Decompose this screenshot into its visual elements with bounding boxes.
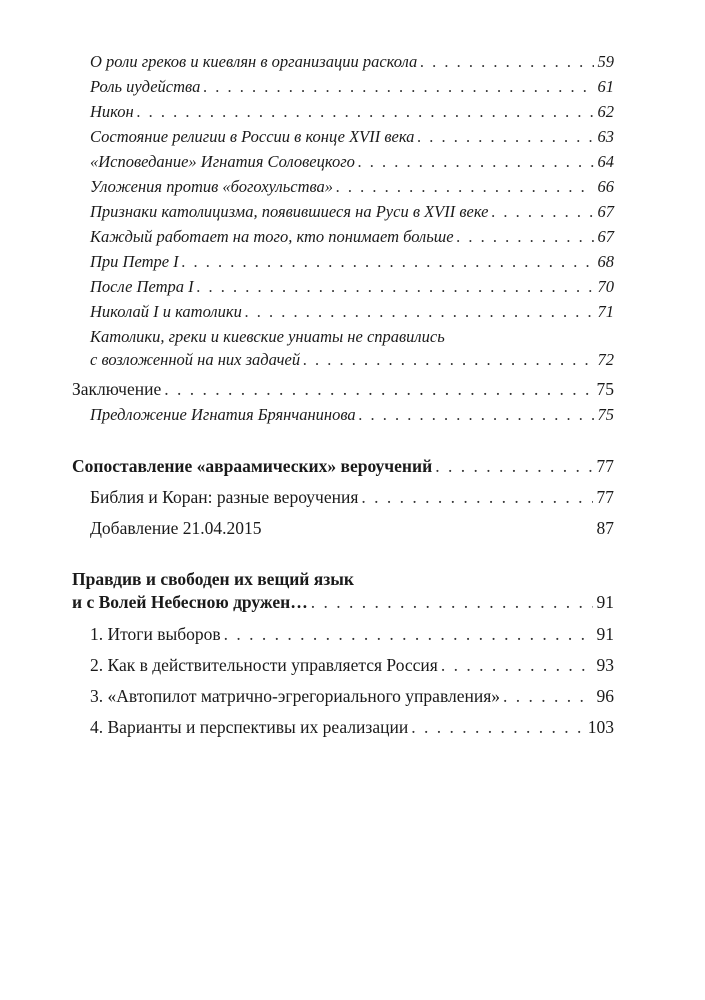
toc-entry-page: 67 — [597, 202, 614, 221]
toc-entry-page: 72 — [597, 350, 614, 369]
toc-entry-page: 59 — [597, 52, 614, 71]
toc-entry-title: Признаки католицизма, появившиеся на Руси в XVII веке — [90, 202, 489, 221]
toc-entry-title: Николай I и католики — [90, 302, 242, 321]
toc-entry-page: 103 — [587, 717, 614, 737]
toc-entry[interactable] — [90, 717, 614, 738]
toc-leader-dots — [164, 379, 592, 400]
toc-entry-page: 91 — [596, 624, 614, 644]
toc-leader-dots — [358, 152, 594, 172]
toc-entry-title: Предложение Игнатия Брянчанинова — [90, 405, 356, 424]
toc-entry-page: 75 — [596, 379, 614, 399]
toc-entry[interactable] — [90, 487, 614, 508]
toc-leader-dots — [224, 624, 593, 645]
toc-leader-dots — [203, 77, 593, 97]
toc-leader-dots — [361, 487, 592, 508]
toc-entry-page: 68 — [597, 252, 614, 271]
toc-entry-title: Состояние религии в России в конце XVII века — [90, 127, 415, 146]
toc-entry[interactable] — [90, 152, 614, 172]
toc-leader-dots — [411, 717, 584, 738]
toc-leader-dots — [182, 252, 594, 272]
toc-leader-dots — [359, 405, 594, 425]
toc-leader-dots — [435, 456, 592, 477]
toc-entry-title: Уложения против «богохульства» — [90, 177, 334, 196]
toc-entry-page: 70 — [597, 277, 614, 296]
toc-entry[interactable] — [90, 655, 614, 676]
toc-entry[interactable] — [90, 227, 614, 247]
toc-entry[interactable] — [90, 277, 614, 297]
toc-entry-title: 2. Как в действительности управляется Россия — [90, 655, 438, 675]
toc-leader-dots — [311, 592, 593, 613]
toc-section-title-line1: Правдив и свободен их вещий язык — [72, 569, 355, 589]
toc-entry-page: 77 — [596, 456, 614, 476]
toc-entry[interactable] — [90, 624, 614, 645]
toc-entry-page: 61 — [597, 77, 614, 96]
toc-entry-title: Библия и Коран: разные вероучения — [90, 487, 359, 507]
toc-entry[interactable] — [90, 252, 614, 272]
toc-entry-page: 75 — [597, 405, 614, 424]
toc-leader-dots — [492, 202, 594, 222]
toc-entry[interactable] — [90, 405, 614, 425]
toc-leader-dots — [336, 177, 593, 197]
toc-leader-dots — [417, 127, 593, 147]
toc-entry-title: «Исповедание» Игнатия Соловецкого — [90, 152, 355, 171]
toc-entry-page: 66 — [597, 177, 614, 196]
toc-entry-page: 63 — [597, 127, 614, 146]
toc-entry-title: При Петре I — [90, 252, 179, 271]
toc-entry-title: Никон — [90, 102, 134, 121]
toc-entry-title: Заключение — [72, 379, 162, 399]
toc-leader-dots — [457, 227, 594, 247]
toc-entry-title: Роль иудейства — [90, 77, 201, 96]
toc-leader-dots — [303, 350, 593, 370]
toc-leader-dots — [503, 686, 592, 707]
toc-entry-page: 87 — [596, 518, 614, 538]
toc-leader-dots — [245, 302, 594, 322]
toc-entry-page: 93 — [596, 655, 614, 675]
toc-entry-page: 71 — [597, 302, 614, 321]
toc-entry-title: и с Волей Небесною дружен… — [72, 592, 308, 612]
toc-entry[interactable] — [90, 77, 614, 97]
toc-entry-title: 1. Итоги выборов — [90, 624, 221, 644]
toc-entry-title: О роли греков и киевлян в организации раскола — [90, 52, 418, 71]
toc-leader-dots — [137, 102, 594, 122]
toc-entry[interactable] — [90, 127, 614, 147]
toc-entry-title-line1: Католики, греки и киевские униаты не справились — [90, 327, 445, 346]
toc-entry-title: с возложенной на них задачей — [90, 350, 301, 369]
toc-entry[interactable] — [90, 518, 614, 539]
toc-entry[interactable] — [90, 52, 614, 72]
toc-entry-title: Каждый работает на того, кто понимает больше — [90, 227, 454, 246]
toc-entry[interactable] — [90, 686, 614, 707]
toc-entry-title: Сопоставление «авраамических» вероучений — [72, 456, 433, 476]
toc-entry[interactable] — [90, 302, 614, 322]
toc-leader-dots — [420, 52, 593, 72]
toc-entry[interactable] — [72, 379, 614, 400]
toc-entry-page: 64 — [597, 152, 614, 171]
toc-entry[interactable] — [90, 202, 614, 222]
toc-entry-page: 91 — [596, 592, 614, 612]
toc-entry-title: После Петра I — [90, 277, 194, 296]
toc-entry-page: 77 — [596, 487, 614, 507]
toc-entry[interactable] — [90, 177, 614, 197]
toc-entry-page: 96 — [596, 686, 614, 706]
toc-leader-dots — [441, 655, 593, 676]
toc-entry-title: 4. Варианты и перспективы их реализации — [90, 717, 409, 737]
toc-entry-title: 3. «Автопилот матрично-эгрегориального управления» — [90, 686, 501, 706]
toc-section-entry[interactable] — [72, 592, 614, 613]
toc-entry-page: 67 — [597, 227, 614, 246]
toc-entry[interactable] — [90, 102, 614, 122]
toc-entry-title: Добавление 21.04.2015 — [90, 518, 262, 538]
toc-entry[interactable] — [90, 350, 614, 370]
toc-entry-page: 62 — [597, 102, 614, 121]
toc-section-entry[interactable] — [72, 456, 614, 477]
toc-leader-dots — [197, 277, 594, 297]
